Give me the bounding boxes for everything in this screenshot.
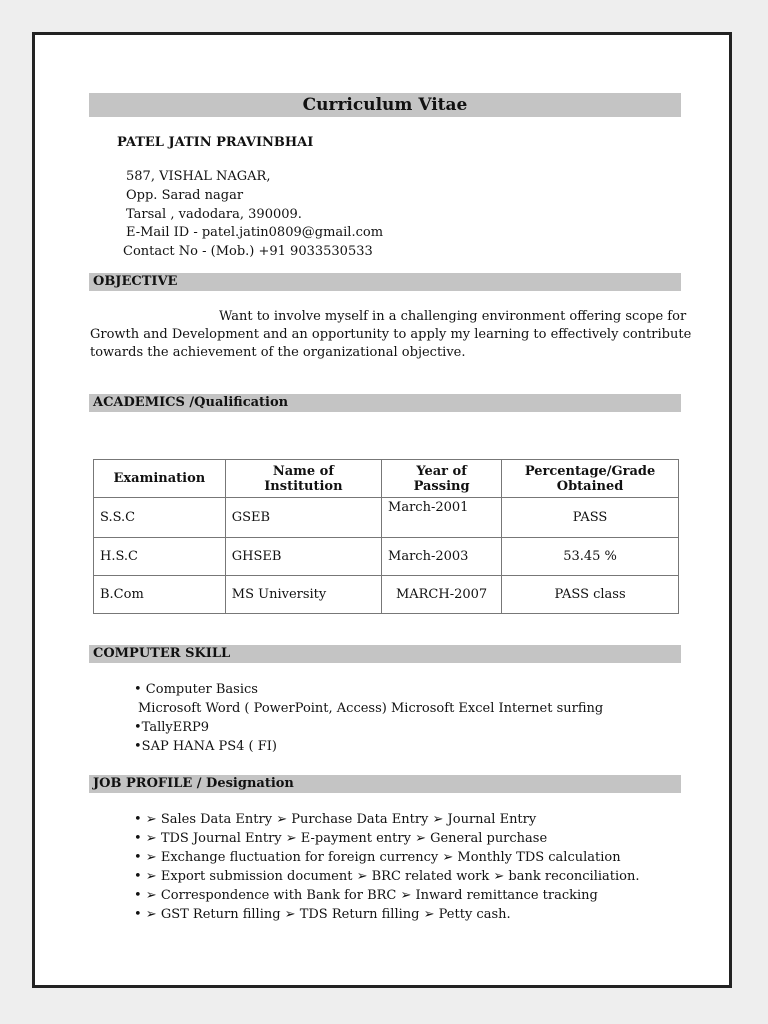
- skill-item: • Computer Basics: [134, 682, 258, 697]
- table-cell: March-2001: [382, 498, 502, 538]
- table-cell: March-2003: [382, 538, 502, 576]
- skill-item: Microsoft Word ( PowerPoint, Access) Microsoft Excel Internet surfing: [138, 701, 604, 716]
- document-title: Curriculum Vitae: [89, 93, 681, 117]
- table-cell: PASS: [502, 498, 679, 538]
- table-cell: PASS class: [502, 576, 679, 614]
- job-item: • ➢ GST Return filling ➢ TDS Return filling ➢ Petty cash.: [134, 907, 511, 922]
- column-header: Examination: [94, 460, 226, 498]
- job-item: • ➢ Sales Data Entry ➢ Purchase Data Entry ➢ Journal Entry: [134, 812, 537, 827]
- column-header: Name of Institution: [225, 460, 381, 498]
- table-row: [94, 498, 679, 538]
- academics-heading: ACADEMICS /Qualification: [89, 394, 681, 412]
- skill-item: •SAP HANA PS4 ( FI): [134, 739, 277, 754]
- table-cell: MARCH-2007: [382, 576, 502, 614]
- table-cell: GSEB: [225, 498, 381, 538]
- table-cell: H.S.C: [94, 538, 226, 576]
- column-header: Year of Passing: [382, 460, 502, 498]
- job-profile-heading: JOB PROFILE / Designation: [89, 775, 681, 793]
- skill-item: •TallyERP9: [134, 720, 210, 735]
- address-line: 587, VISHAL NAGAR,: [126, 169, 271, 184]
- resume-page: [32, 32, 732, 988]
- objective-line: Growth and Development and an opportunity to apply my learning to effectively contribute: [90, 327, 692, 342]
- objective-line: towards the achievement of the organizational objective.: [90, 345, 466, 360]
- table-cell: GHSEB: [225, 538, 381, 576]
- table-row: [94, 538, 679, 576]
- address-line: Tarsal , vadodara, 390009.: [126, 207, 302, 222]
- job-item: • ➢ Correspondence with Bank for BRC ➢ Inward remittance tracking: [134, 888, 598, 903]
- table-cell: MS University: [225, 576, 381, 614]
- table-header-row: [94, 460, 679, 498]
- contact-line: Contact No - (Mob.) +91 9033530533: [123, 244, 373, 259]
- academics-table: [93, 459, 679, 614]
- table-cell: 53.45 %: [502, 538, 679, 576]
- computer-skill-heading: COMPUTER SKILL: [89, 645, 681, 663]
- objective-heading: OBJECTIVE: [89, 273, 681, 291]
- job-item: • ➢ Export submission document ➢ BRC related work ➢ bank reconciliation.: [134, 869, 640, 884]
- table-row: [94, 576, 679, 614]
- job-item: • ➢ Exchange fluctuation for foreign currency ➢ Monthly TDS calculation: [134, 850, 621, 865]
- table-cell: B.Com: [94, 576, 226, 614]
- column-header: Percentage/Grade Obtained: [502, 460, 679, 498]
- address-line: Opp. Sarad nagar: [126, 188, 244, 203]
- email-line: E-Mail ID - patel.jatin0809@gmail.com: [126, 225, 384, 240]
- table-cell: S.S.C: [94, 498, 226, 538]
- candidate-name: PATEL JATIN PRAVINBHAI: [117, 135, 314, 150]
- job-item: • ➢ TDS Journal Entry ➢ E-payment entry ➢ General purchase: [134, 831, 548, 846]
- objective-line: Want to involve myself in a challenging environment offering scope for: [219, 309, 687, 324]
